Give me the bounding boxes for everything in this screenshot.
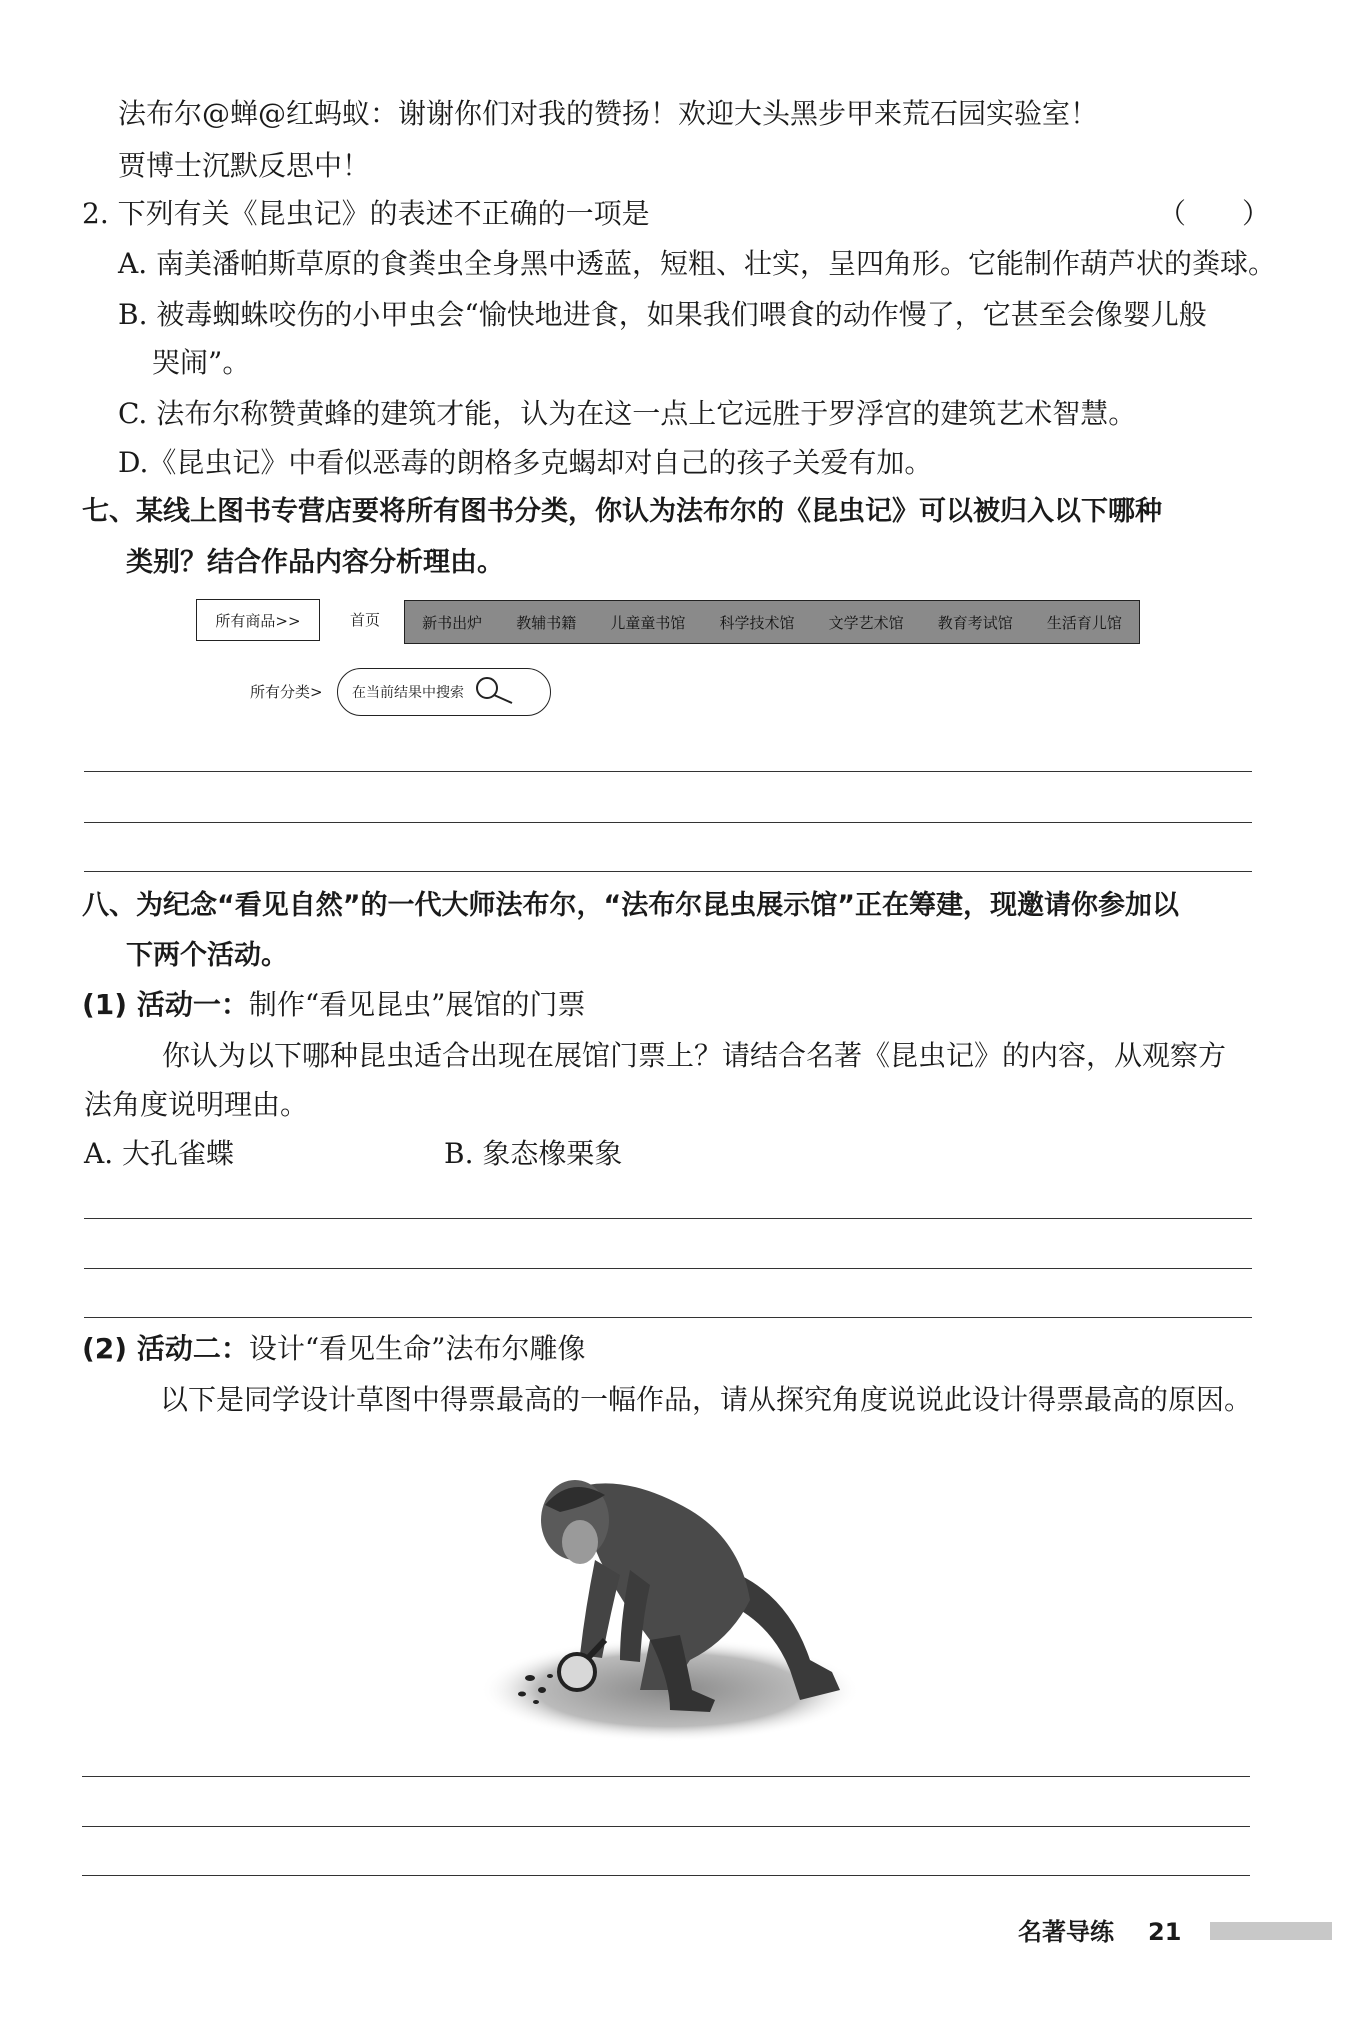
activity-2-question: 以下是同学设计草图中得票最高的一幅作品，请从探究角度说说此设计得票最高的原因。 — [160, 1383, 1253, 1416]
nav-item-literature-art: 文学艺术馆 — [828, 613, 904, 632]
activity-2-text: 设计“看见生命”法布尔雕像 — [248, 1332, 586, 1365]
answer-line — [82, 1826, 1250, 1827]
choice-a: A. 大孔雀蝶 — [84, 1137, 235, 1170]
section-8-heading-line2: 下两个活动。 — [126, 940, 288, 971]
nav-item-new-books: 新书出炉 — [422, 613, 483, 632]
activity-2-label: (2) 活动二： — [82, 1332, 249, 1365]
activity-2-title — [82, 1329, 585, 1369]
nav-item-children-books: 儿童童书馆 — [610, 613, 686, 632]
all-goods-label: 所有商品>> — [215, 611, 301, 630]
search-icon — [472, 673, 516, 711]
option-c: C. 法布尔称赞黄蜂的建筑才能，认为在这一点上它远胜于罗浮宫的建筑艺术智慧。 — [118, 397, 1137, 430]
activity-1-question-line2: 法角度说明理由。 — [84, 1088, 309, 1121]
option-b-line1: B. 被毒蜘蛛咬伤的小甲虫会“愉快地进食，如果我们喂食的动作慢了，它甚至会像婴儿般 — [118, 298, 1207, 331]
all-goods-box — [196, 599, 320, 641]
footer-book-title: 名著导练 — [1018, 1918, 1114, 1946]
choice-b: B. 象态橡栗象 — [444, 1137, 623, 1170]
answer-line — [84, 1218, 1252, 1219]
page-number: 21 — [1148, 1918, 1182, 1946]
activity-1-text: 制作“看见昆虫”展馆的门票 — [248, 988, 586, 1021]
store-search-box — [337, 668, 551, 716]
answer-line — [84, 871, 1252, 872]
footer-decoration-bar — [1210, 1922, 1332, 1940]
section-8-heading-line1: 八、为纪念“看见自然”的一代大师法布尔，“法布尔昆虫展示馆”正在筹建，现邀请你参加以 — [82, 890, 1179, 921]
question-2-stem: 2. 下列有关《昆虫记》的表述不正确的一项是 — [82, 197, 650, 230]
section-7-heading-line1: 七、某线上图书专营店要将所有图书分类，你认为法布尔的《昆虫记》可以被归入以下哪种 — [82, 496, 1162, 527]
answer-line — [84, 771, 1252, 772]
option-d: D.《昆虫记》中看似恶毒的朗格多克蝎却对自己的孩子关爱有加。 — [118, 446, 933, 479]
answer-parentheses: （ ） — [1158, 197, 1271, 230]
all-categories-label: 所有分类> — [250, 683, 323, 701]
dialogue-line-fabre: 法布尔@蝉@红蚂蚁：谢谢你们对我的赞扬！欢迎大头黑步甲来荒石园实验室！ — [118, 97, 1099, 130]
nav-item-tutoring-books: 教辅书籍 — [516, 613, 577, 632]
activity-1-title — [82, 985, 585, 1025]
answer-line — [84, 1317, 1252, 1318]
answer-line — [82, 1875, 1250, 1876]
activity-1-question-line1: 你认为以下哪种昆虫适合出现在展馆门票上？请结合名著《昆虫记》的内容，从观察方 — [162, 1039, 1227, 1072]
store-home-link: 首页 — [350, 611, 381, 629]
store-category-navbar — [404, 600, 1140, 644]
answer-line — [84, 1268, 1252, 1269]
option-b-line2: 哭闹”。 — [152, 346, 251, 379]
activity-1-label: (1) 活动一： — [82, 988, 249, 1021]
nav-item-life-parenting: 生活育儿馆 — [1046, 613, 1122, 632]
fabre-statue-sketch — [470, 1450, 870, 1750]
answer-line — [82, 1776, 1250, 1777]
search-placeholder-text: 在当前结果中搜索 — [352, 685, 464, 701]
answer-line — [84, 822, 1252, 823]
nav-item-education-exam: 教育考试馆 — [937, 613, 1013, 632]
section-7-heading-line2: 类别？结合作品内容分析理由。 — [126, 547, 504, 578]
option-a: A. 南美潘帕斯草原的食粪虫全身黑中透蓝，短粗、壮实，呈四角形。它能制作葫芦状的粪球。 — [118, 247, 1277, 280]
nav-item-science-technology: 科学技术馆 — [719, 613, 795, 632]
dialogue-line-jia: 贾博士沉默反思中！ — [118, 149, 371, 182]
